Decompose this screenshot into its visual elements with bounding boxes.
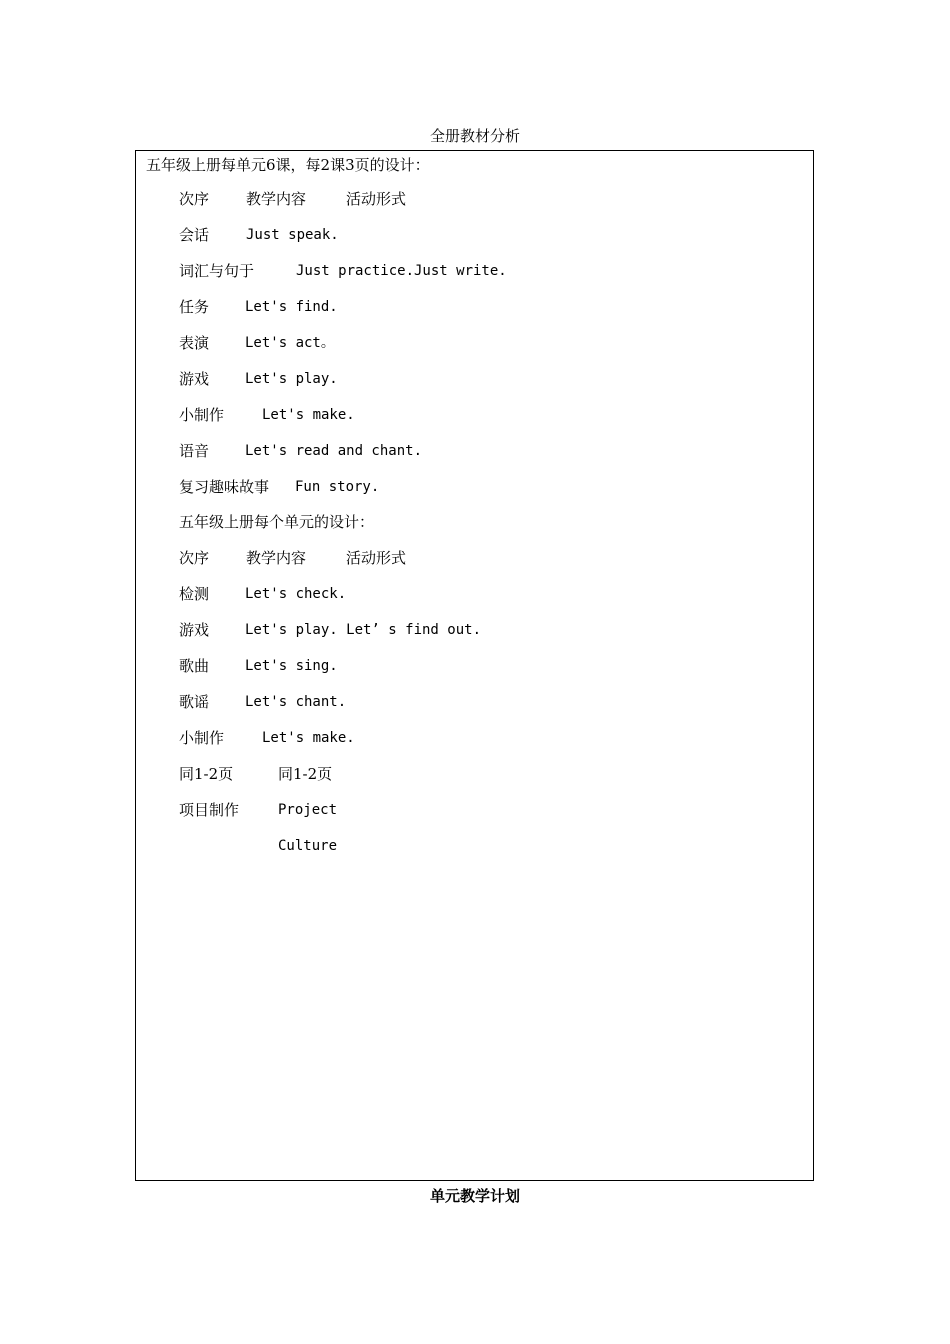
item-label: 语音 bbox=[179, 442, 210, 460]
item-label: 检测 bbox=[179, 585, 210, 603]
item-label: 会话 bbox=[179, 226, 210, 244]
content-box bbox=[135, 150, 814, 1181]
item-value: Let's chant. bbox=[245, 694, 347, 710]
item-value: Let's read and chant. bbox=[245, 443, 423, 459]
item-value: Fun story. bbox=[295, 479, 380, 495]
item-label: 项目制作 bbox=[179, 801, 240, 819]
item-value: Let's sing. bbox=[245, 658, 338, 674]
page-title: 全册教材分析 bbox=[429, 127, 520, 145]
item-label: 歌谣 bbox=[179, 693, 210, 711]
item-label: 词汇与句于 bbox=[179, 262, 255, 280]
item-label: 游戏 bbox=[179, 370, 210, 388]
item-label: 任务 bbox=[179, 298, 210, 316]
item-value: Let's find. bbox=[245, 299, 338, 315]
item-label: 小制作 bbox=[179, 406, 225, 424]
item-value: Let's play. bbox=[245, 371, 338, 387]
item-value: Culture bbox=[278, 838, 338, 854]
section2-intro-text: 五年级上册每个单元的设计： bbox=[179, 513, 375, 531]
header-activity: 活动形式 bbox=[346, 190, 407, 208]
item-value: Let's check. bbox=[245, 586, 347, 602]
item-label: 同1-2页 bbox=[179, 765, 234, 783]
item-value: Let's act。 bbox=[245, 335, 335, 351]
item-value: 同1-2页 bbox=[278, 765, 333, 783]
header-content: 教学内容 bbox=[246, 190, 307, 208]
item-label: 表演 bbox=[179, 334, 210, 352]
item-value: Let's make. bbox=[262, 730, 355, 746]
item-label: 歌曲 bbox=[179, 657, 210, 675]
header-order: 次序 bbox=[179, 549, 210, 567]
header-activity: 活动形式 bbox=[346, 549, 407, 567]
item-value: Let's play. Let’ s find out. bbox=[245, 622, 482, 638]
item-value: Project bbox=[278, 802, 338, 818]
intro-text: 五年级上册每单元6课，每2课3页的设计： bbox=[146, 156, 430, 174]
item-label: 小制作 bbox=[179, 729, 225, 747]
header-content: 教学内容 bbox=[246, 549, 307, 567]
header-order: 次序 bbox=[179, 190, 210, 208]
item-label: 复习趣味故事 bbox=[179, 478, 270, 496]
footer-title: 单元教学计划 bbox=[429, 1187, 520, 1205]
item-label: 游戏 bbox=[179, 621, 210, 639]
item-value: Let's make. bbox=[262, 407, 355, 423]
item-value: Just practice.Just write. bbox=[296, 263, 507, 279]
item-value: Just speak. bbox=[246, 227, 339, 243]
